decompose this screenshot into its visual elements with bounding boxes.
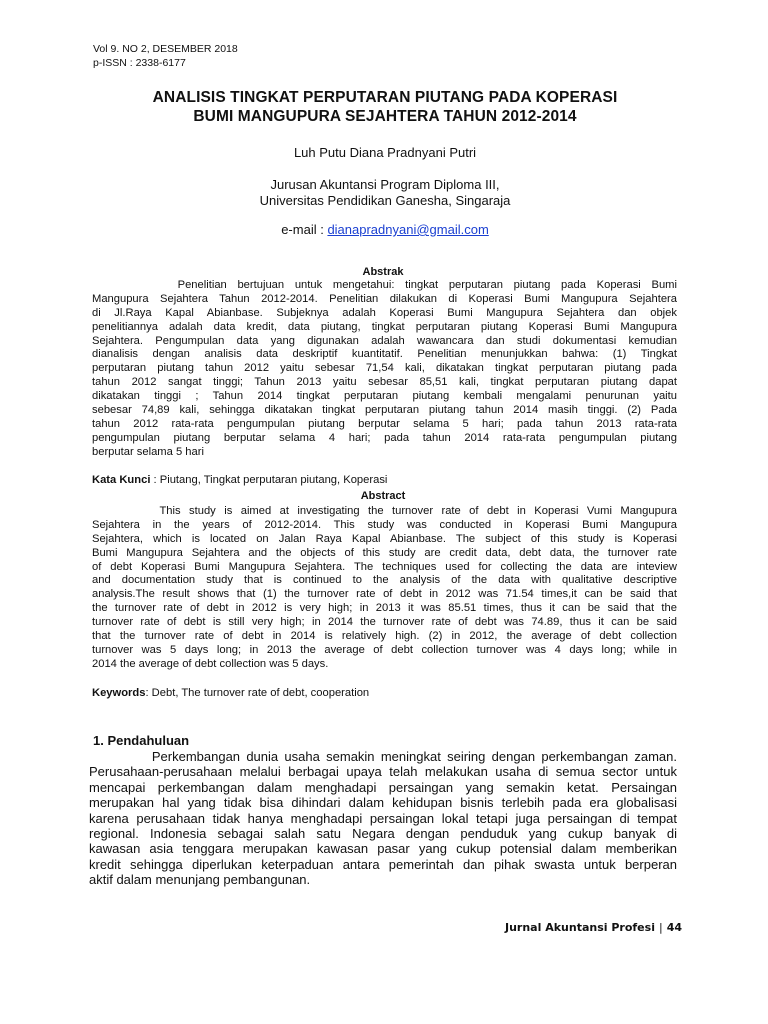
affiliation-line-2: Universitas Pendidikan Ganesha, Singaraja (259, 193, 511, 208)
section-heading-pendahuluan: 1. Pendahuluan (93, 733, 190, 748)
abstrak-line: tahun 2012 rata-rata pengumpulan piutang berputar selama 5 hari; pada tahun 2013 rata-rata (92, 417, 677, 430)
abstract-line: analysis.The result shows that (1) the turnover rate of debt in 2012 was 71.54 times,it can be said that (92, 588, 677, 601)
title-line-1: ANALISIS TINGKAT PERPUTARAN PIUTANG PADA KOPERASI (152, 89, 618, 106)
abstract-line: Sejahtera, which is located on Jalan Raya Kapal Abianbase. The subject of this study is Koperasi (92, 532, 677, 545)
body-line: kawasan asia tenggara merupakan kawasan pasar yang cukup potensial dalam memberikan (89, 841, 677, 857)
email-link[interactable]: dianapradnyani@gmail.com (327, 222, 489, 237)
keywords-label: Keywords (92, 687, 146, 699)
affiliation (60, 177, 710, 209)
footer-separator: | (658, 921, 663, 934)
kata-kunci-label: Kata Kunci (92, 474, 151, 486)
body-line: kredit sehingga diperlukan keterpaduan antara pemerintah dan pihak swasta untuk berperan (89, 856, 677, 872)
title-line-2: BUMI MANGUPURA SEJAHTERA TAHUN 2012-2014 (193, 108, 577, 125)
abstract-line: the turnover rate of debt in 2012 is very high; in 2013 it was 85.51 times, thus it can be said that the (92, 602, 677, 615)
abstrak-line: pengumpulan piutang berputar selama 4 hari; pada tahun 2014 rata-rata pengumpulan piutang (92, 431, 677, 444)
abstrak-line: berputar selama 5 hari (92, 445, 204, 458)
abstract-line: that the turnover rate of debt in 2014 is relatively high. (2) in 2012, the average of debt collection (92, 630, 677, 643)
abstrak-line: sebesar 74,89 kali, sehingga dikatakan tingkat perputaran piutang tahun 2014 masih tinggi. (2) Pada (92, 404, 677, 417)
page-number: 44 (666, 921, 682, 934)
body-line: mencapai perkembangan dalam menghadapi persaingan yang semakin ketat. Persaingan (89, 779, 677, 795)
volume-info: Vol 9. NO 2, DESEMBER 2018 (93, 43, 238, 55)
abstrak-line: dianalisis dengan analisis data deskriptif kuantitatif. Penelitian menunjukkan bahwa: (1) Tingkat (92, 348, 677, 361)
abstract-heading: Abstract (360, 490, 406, 502)
abstract-line: turnover rate of debt is still very high; in 2014 the turnover rate of debt was 74.89, thus it can be said (92, 616, 677, 629)
affiliation-line-1: Jurusan Akuntansi Program Diploma III, (270, 177, 500, 192)
journal-meta (93, 43, 238, 70)
abstrak-line: dikatakan tinggi ; Tahun 2014 tingkat perputaran piutang kembali mengalami penurunan yaitu (92, 390, 677, 403)
body-line: aktif dalam menunjang pembangunan. (89, 872, 311, 888)
email-line (60, 222, 710, 237)
abstrak-line: perputaran piutang tahun 2012 yaitu sebesar 71,54 kali, dikatakan tingkat perputaran piutang pada (92, 362, 677, 375)
abstract-body (92, 505, 677, 672)
abstract-line: Sejahtera in the years of 2012-2014. This study was conducted in Koperasi Bumi Mangupura (92, 518, 677, 531)
abstract-line: This study is aimed at investigating the turnover rate of debt in Koperasi Vumi Mangupura (92, 505, 677, 517)
abstrak-line: Penelitian bertujuan untuk mengetahui: tingkat perputaran piutang pada Koperasi Bumi (92, 279, 677, 291)
keywords-text: : Debt, The turnover rate of debt, cooperation (145, 687, 370, 699)
kata-kunci-text: : Piutang, Tingkat perputaran piutang, Koperasi (150, 474, 388, 486)
footer-journal-name: Jurnal Akuntansi Profesi (505, 921, 655, 934)
abstrak-line: tahun 2012 sangat tinggi; Tahun 2013 yaitu sebesar 85,51 kali, tingkat perputaran piutang dapat (92, 376, 677, 389)
abstrak-line: penelitiannya adalah data kredit, data piutang, tingkat perputaran piutang Koperasi Bumi Mangupura (92, 320, 677, 333)
abstract-line: Bumi Mangupura Sejahtera and the objects of this study are credit data, debt data, the turnover rate (92, 546, 677, 559)
abstract-line: and documentation study that is continued to the analysis of the data with qualitative descriptive (92, 574, 677, 587)
body-line: karena perusahaan tidak hanya menghadapi persaingan lokal tetapi juga persaingan di tempat (89, 810, 677, 826)
abstrak-line: Mangupura Sejahtera Tahun 2012-2014. Penelitian dilakukan di Koperasi Bumi Mangupura Sejahtera (92, 292, 677, 305)
body-line: Perusahaan-perusahaan melalui berbagai upaya telah melakukan usaha di semua sector untuk (89, 764, 677, 780)
section-body-pendahuluan (89, 749, 677, 888)
body-line: regional. Indonesia sebagai salah satu Negara dengan penduduk yang cukup banyak di (89, 825, 677, 841)
abstrak-line: Sejahtera. Pengumpulan data yang digunakan adalah wawancara dan studi dokumentasi kemudian (92, 334, 677, 347)
paper-title (60, 88, 710, 126)
email-label: e-mail : (281, 222, 328, 237)
page-footer (505, 921, 682, 934)
keywords (92, 687, 677, 699)
kata-kunci (92, 474, 677, 486)
abstract-line: turnover was 5 days long; in 2013 the average of debt collection turnover was 4 days long; while in (92, 643, 677, 656)
abstrak-heading: Abstrak (362, 266, 404, 278)
body-line: Perkembangan dunia usaha semakin meningkat seiring dengan perkembangan zaman. (89, 749, 677, 764)
abstract-line: 2014 the average of debt collection was 5 days. (92, 657, 329, 670)
abstrak-line: di Jl.Raya Kapal Abianbase. Subjeknya adalah Koperasi Bumi Mangupura Sejahtera dan objek (92, 306, 677, 319)
abstrak-body (92, 279, 677, 460)
body-line: merupakan hal yang tidak bisa dihindari dalam kehidupan bisnis terlebih pada era globalisasi (89, 795, 677, 811)
abstract-line: of debt Koperasi Bumi Mangupura Sejahtera. The techniques used for collecting the data are inteview (92, 560, 677, 573)
issn-info: p-ISSN : 2338-6177 (93, 56, 186, 69)
author-name: Luh Putu Diana Pradnyani Putri (293, 145, 477, 160)
